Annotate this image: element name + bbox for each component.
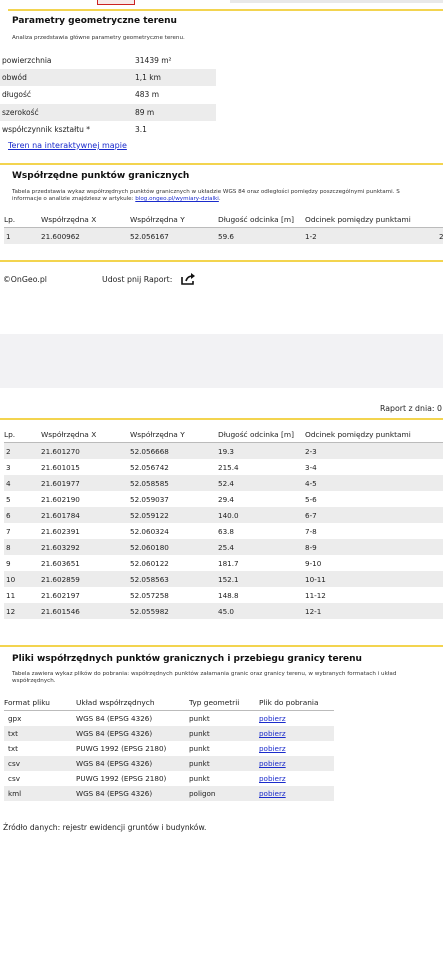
table-cell: 25.4 <box>218 539 305 555</box>
files-table <box>4 695 334 801</box>
column-header: Długość odcinka [m] <box>218 426 305 443</box>
column-header: Odcinek pomiędzy punktami <box>305 211 443 228</box>
table-row <box>4 756 334 771</box>
column-header: Współrzędna X <box>41 426 130 443</box>
download-link[interactable]: pobierz <box>259 774 286 783</box>
table-cell: 45.0 <box>218 603 305 619</box>
table-cell: 12-1 <box>305 603 443 619</box>
column-header: Lp. <box>4 211 41 228</box>
points-description-line2 <box>12 196 443 203</box>
table-cell: 52.060324 <box>130 526 169 536</box>
param-label: powierzchnia <box>2 56 52 66</box>
table-cell: 52.059122 <box>130 507 218 523</box>
section-divider <box>0 260 443 262</box>
table-row <box>4 603 443 619</box>
table-cell: gpx <box>8 714 22 723</box>
table-row <box>4 741 334 756</box>
blog-link[interactable]: blog.ongeo.pl/wymiary-dzialki <box>135 196 219 202</box>
table-cell: 52.058585 <box>130 475 218 491</box>
files-description <box>12 671 443 685</box>
map-strip <box>0 0 443 5</box>
params-title: Parametry geometryczne terenu <box>12 16 177 26</box>
table-cell: txt <box>4 726 76 741</box>
param-label: długość <box>2 90 32 100</box>
table-cell: punkt <box>189 726 259 741</box>
table-cell: 21.602391 <box>41 526 80 536</box>
table-cell: 52.4 <box>218 475 305 491</box>
table-cell: 59.6 <box>218 228 305 245</box>
column-header: Format pliku <box>4 695 76 711</box>
table-row <box>4 726 334 741</box>
table-cell: 2 <box>4 443 41 460</box>
share-label: Udost pnij Raport: <box>102 275 173 284</box>
params-table <box>0 52 216 138</box>
table-cell: 52.057258 <box>130 590 169 600</box>
table-cell: 4-5 <box>305 475 443 491</box>
points-description <box>12 189 443 203</box>
table-cell: punkt <box>189 756 259 771</box>
table-cell: 52.055982 <box>130 603 218 619</box>
table-cell: 6-7 <box>305 507 443 523</box>
table-cell: 11 <box>6 590 16 600</box>
param-row <box>0 121 216 138</box>
table-cell: PUWG 1992 (EPSG 2180) <box>76 744 167 753</box>
table-header-row <box>4 211 443 228</box>
table-cell: 5-6 <box>305 494 317 504</box>
download-link[interactable]: pobierz <box>259 714 286 723</box>
table-cell: 21.602190 <box>41 494 80 504</box>
param-value: 483 m <box>135 90 160 100</box>
table-cell: 8 <box>4 539 41 555</box>
table-cell: WGS 84 (EPSG 4326) <box>76 726 189 741</box>
points-description-line1: Tabela przedstawia wykaz współrzędnych punktów granicznych w układzie WGS 84 oraz odległości pomiędzy poszczególnymi punktami. S <box>12 189 400 195</box>
table-cell: 9-10 <box>305 558 322 568</box>
params-description: Analiza przedstawia główne parametry geometryczne terenu. <box>12 35 185 41</box>
column-header: Układ współrzędnych <box>76 695 189 711</box>
data-source: Źródło danych: rejestr ewidencji gruntów i budynków. <box>3 823 207 832</box>
points-table <box>4 426 443 619</box>
map-link[interactable]: Teren na interaktywnej mapie <box>8 141 127 150</box>
column-header: Współrzędna Y <box>130 426 218 443</box>
table-cell: WGS 84 (EPSG 4326) <box>76 786 189 801</box>
table-cell: 21.603651 <box>41 558 80 568</box>
points-title: Współrzędne punktów granicznych <box>12 171 190 181</box>
table-cell: 52.060180 <box>130 539 218 555</box>
table-cell: punkt <box>189 744 210 753</box>
column-header: Długość odcinka [m] <box>218 211 305 228</box>
table-cell: 29.4 <box>218 494 235 504</box>
column-header: Współrzędna Y <box>130 211 218 228</box>
param-value: 31439 m² <box>135 56 172 66</box>
cut-char: 2 <box>439 232 444 241</box>
table-cell: 52.059037 <box>130 494 169 504</box>
download-link[interactable]: pobierz <box>259 756 334 771</box>
points-description-suffix: . <box>218 196 221 202</box>
table-cell: WGS 84 (EPSG 4326) <box>76 714 153 723</box>
table-cell: 21.601270 <box>41 443 130 460</box>
files-title: Pliki współrzędnych punktów granicznych i przebiegu granicy terenu <box>12 654 362 664</box>
map-edge <box>230 0 443 3</box>
table-row <box>4 443 443 460</box>
table-row <box>4 555 443 571</box>
column-header: Współrzędna X <box>41 211 130 228</box>
table-cell: 152.1 <box>218 571 305 587</box>
table-row <box>4 491 443 507</box>
param-value: 3.1 <box>135 124 147 134</box>
section-divider <box>0 645 443 647</box>
table-cell: csv <box>4 756 76 771</box>
table-cell: 6 <box>4 507 41 523</box>
table-cell: 9 <box>6 558 11 568</box>
param-value: 1,1 km <box>135 73 161 83</box>
table-cell: WGS 84 (EPSG 4326) <box>76 756 189 771</box>
table-cell: 11-12 <box>305 590 326 600</box>
section-divider <box>0 163 443 165</box>
files-description-line1: Tabela zawiera wykaz plików do pobrania: współrzędnych punktów załamania granic oraz granicy terenu, w wybranych formatach i układ <box>12 671 397 677</box>
column-header: Odcinek pomiędzy punktami <box>305 426 443 443</box>
table-cell: punkt <box>189 774 210 783</box>
param-row <box>0 104 216 121</box>
table-cell: 12 <box>4 603 41 619</box>
column-header: Typ geometrii <box>189 695 259 711</box>
table-header-row <box>4 695 334 711</box>
table-cell: 148.8 <box>218 590 239 600</box>
download-link[interactable]: pobierz <box>259 744 286 753</box>
param-label: obwód <box>2 73 27 83</box>
table-cell: 10 <box>4 571 41 587</box>
table-row <box>4 711 334 727</box>
table-row <box>4 786 334 801</box>
table-cell: 3-4 <box>305 462 317 472</box>
table-cell: 21.601977 <box>41 475 130 491</box>
table-cell: 7 <box>6 526 11 536</box>
table-row <box>4 475 443 491</box>
table-cell: 21.600962 <box>41 228 130 245</box>
table-cell: 140.0 <box>218 507 305 523</box>
table-row <box>4 459 443 475</box>
table-row <box>4 771 334 786</box>
download-link[interactable]: pobierz <box>259 726 334 741</box>
table-cell: 21.603292 <box>41 539 130 555</box>
map-marker <box>97 0 135 5</box>
table-cell: 21.602859 <box>41 571 130 587</box>
table-cell: 1-2 <box>305 228 443 245</box>
table-cell: 21.601546 <box>41 603 130 619</box>
table-header-row <box>4 426 443 443</box>
download-link[interactable]: pobierz <box>259 786 334 801</box>
share-icon[interactable] <box>181 273 196 285</box>
table-cell: poligon <box>189 786 259 801</box>
table-row <box>4 523 443 539</box>
table-cell: csv <box>8 774 20 783</box>
table-cell: 21.602197 <box>41 590 80 600</box>
files-description-line2: współrzędnych. <box>12 678 56 684</box>
table-cell: 52.060122 <box>130 558 169 568</box>
table-cell: 21.601784 <box>41 507 130 523</box>
table-cell: punkt <box>189 714 210 723</box>
table-cell: PUWG 1992 (EPSG 2180) <box>76 774 167 783</box>
table-cell: 215.4 <box>218 462 239 472</box>
table-row <box>4 571 443 587</box>
param-label: szerokość <box>2 107 39 117</box>
table-cell: 52.056742 <box>130 462 169 472</box>
param-row <box>0 86 216 103</box>
table-cell: 5 <box>6 494 11 504</box>
column-header: Plik do pobrania <box>259 695 334 711</box>
table-cell: 2-3 <box>305 443 443 460</box>
table-cell: txt <box>8 744 18 753</box>
table-cell: 52.056167 <box>130 228 218 245</box>
points-description-prefix: informacje o analizie znajdziesz w artykule: <box>12 196 136 202</box>
column-header: Lp. <box>4 426 41 443</box>
table-cell: 63.8 <box>218 526 235 536</box>
section-divider <box>8 9 443 11</box>
table-cell: 19.3 <box>218 443 305 460</box>
table-cell: 181.7 <box>218 558 239 568</box>
report-date: Raport z dnia: 0 <box>380 404 442 413</box>
page-break <box>0 334 443 388</box>
table-cell: 8-9 <box>305 539 443 555</box>
section-divider <box>0 418 443 420</box>
points-table-first <box>4 211 443 244</box>
table-cell: 52.058563 <box>130 571 218 587</box>
table-cell: 7-8 <box>305 526 317 536</box>
param-label: współczynnik kształtu * <box>2 124 91 134</box>
param-row <box>0 69 216 86</box>
table-row <box>4 507 443 523</box>
brand-label: ©OnGeo.pl <box>3 275 47 284</box>
table-row <box>4 587 443 603</box>
param-row <box>0 52 216 69</box>
table-cell: 3 <box>6 462 11 472</box>
table-cell: 1 <box>4 228 41 245</box>
table-row <box>4 539 443 555</box>
table-cell: kml <box>4 786 76 801</box>
table-cell: 21.601015 <box>41 462 80 472</box>
table-row <box>4 228 443 245</box>
table-cell: 10-11 <box>305 571 443 587</box>
param-value: 89 m <box>135 107 155 117</box>
table-cell: 4 <box>4 475 41 491</box>
table-cell: 52.056668 <box>130 443 218 460</box>
